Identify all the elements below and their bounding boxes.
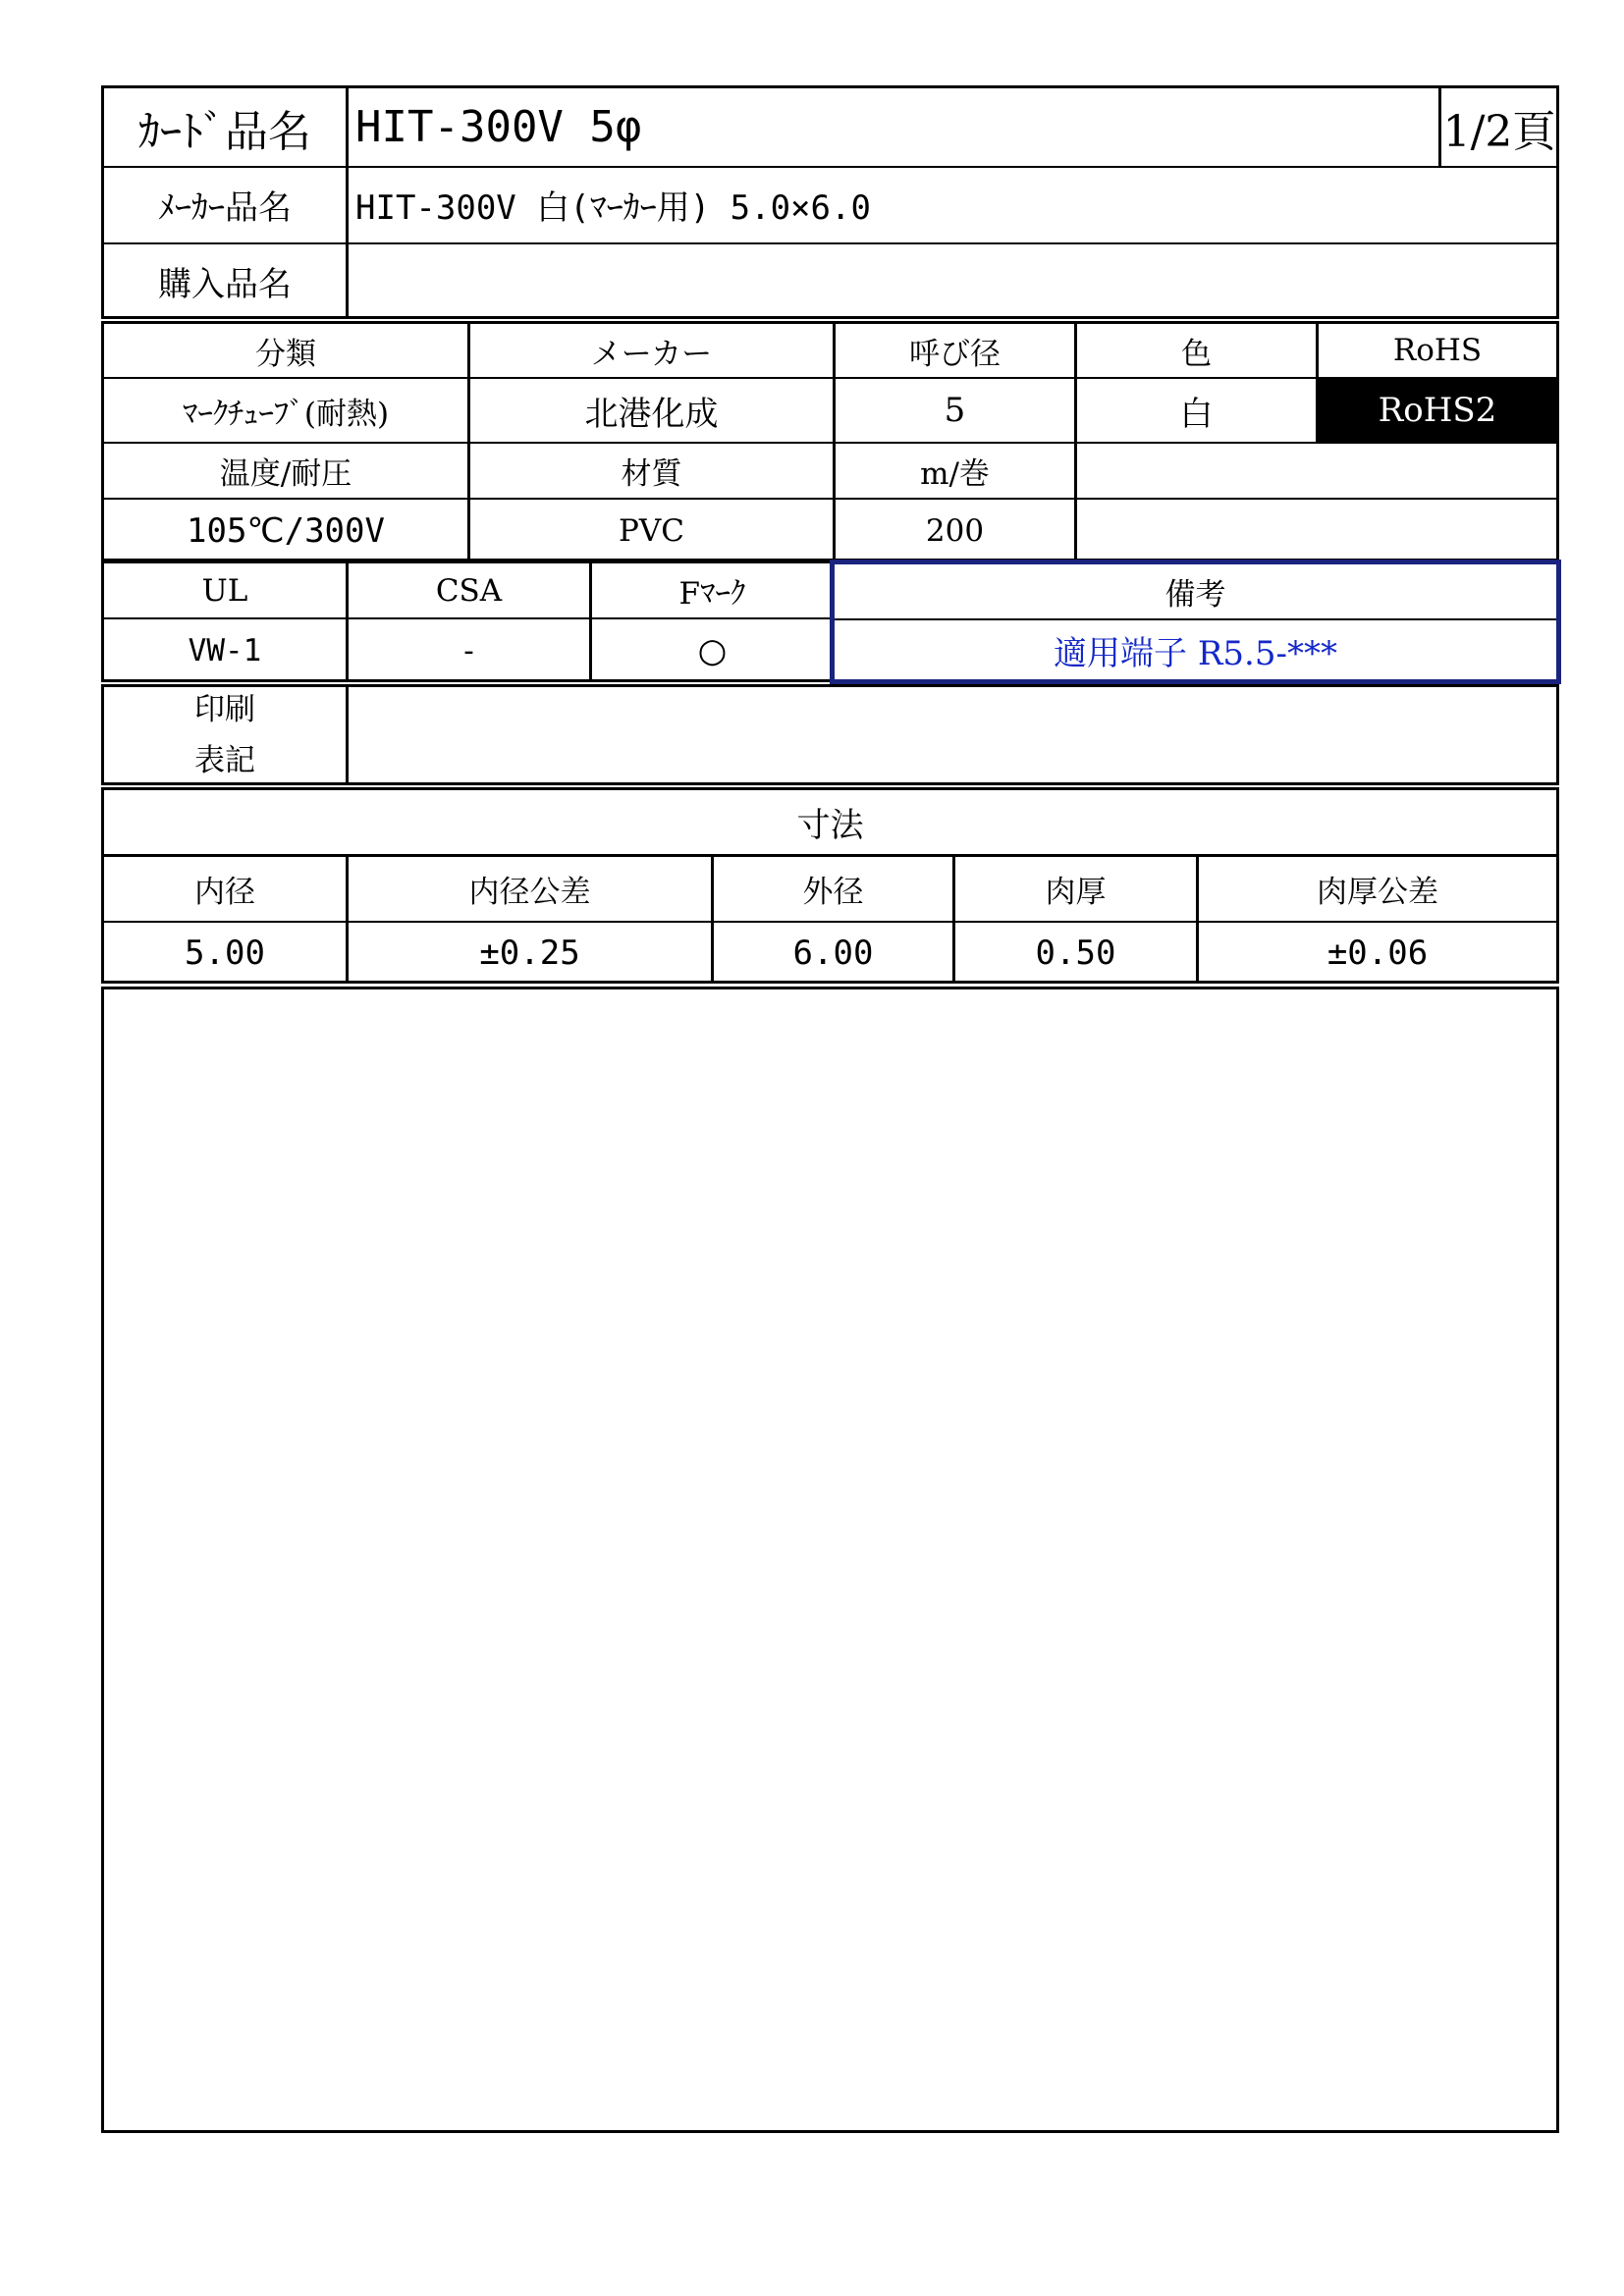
spec-value-per-roll: 200 (925, 512, 985, 549)
spec-value-nominal-diameter: 5 (944, 391, 966, 430)
dim-header-inner-diameter: 内径 (194, 875, 255, 910)
remarks-value: 適用端子 R5.5-*** (1054, 633, 1337, 673)
header-block (101, 85, 1559, 319)
dimensions-block (101, 787, 1559, 984)
maker-name-value: HIT-300V 白(ﾏｰｶｰ用) 5.0×6.0 (355, 188, 871, 228)
dim-value-wall-tolerance: ±0.06 (1326, 934, 1429, 973)
print-label-line1: 印刷 (194, 691, 255, 727)
page-number: 1/2頁 (1442, 106, 1556, 157)
spec-value-temp-voltage: 105℃/300V (187, 510, 385, 551)
print-label (104, 687, 346, 782)
spec-header-temp-voltage: 温度/耐圧 (219, 456, 352, 492)
spec-value-blank (1077, 500, 1556, 561)
dim-value-outer-diameter: 6.00 (792, 934, 874, 973)
spec-value-color: 白 (1179, 394, 1214, 434)
dim-header-inner-tolerance: 内径公差 (468, 875, 591, 910)
purchase-name-value (348, 243, 1555, 318)
dim-header-outer-diameter: 外径 (802, 875, 864, 910)
print-label-line2: 表記 (194, 742, 255, 778)
dim-value-wall-thickness: 0.50 (1035, 934, 1116, 973)
spec-header-blank (1077, 444, 1556, 498)
dimensions-title: 寸法 (796, 806, 864, 845)
spec-value-material: PVC (619, 512, 684, 549)
cert-value-f-mark: ○ (697, 631, 728, 670)
spec-header-rohs: RoHS (1392, 333, 1483, 368)
spec-header-material: 材質 (621, 456, 682, 492)
spec-header-nominal-diameter: 呼び径 (909, 336, 1001, 372)
dim-header-wall-tolerance: 肉厚公差 (1317, 875, 1438, 910)
spec-value-maker: 北港化成 (584, 394, 719, 434)
spec-value-category: ﾏｰｸﾁｭｰﾌﾞ(耐熱) (182, 396, 390, 432)
rohs-badge: RoHS2 (1319, 379, 1556, 442)
cert-header-f-mark: Fﾏｰｸ (678, 576, 746, 612)
dim-header-wall-thickness: 肉厚 (1045, 875, 1107, 910)
cert-value-ul: VW-1 (188, 633, 262, 668)
cert-header-csa: CSA (435, 572, 503, 609)
drawing-area (101, 987, 1559, 2133)
cert-value-csa: - (463, 633, 474, 668)
spec-header-per-roll: m/巻 (920, 456, 990, 492)
card-name-value: HIT-300V 5φ (355, 102, 642, 152)
dim-value-inner-diameter: 5.00 (185, 934, 265, 973)
purchase-name-label: 購入品名 (158, 264, 292, 304)
spec-header-color: 色 (1181, 336, 1212, 372)
remarks-box (830, 560, 1561, 684)
remarks-header: 備考 (1164, 577, 1226, 613)
print-block (101, 684, 1559, 785)
maker-name-label: ﾒｰｶｰ品名 (158, 188, 292, 228)
card-name-label: ｶｰﾄﾞ品名 (138, 106, 311, 157)
spec-header-maker: メーカー (590, 336, 713, 372)
spec-block (101, 321, 1559, 561)
print-value (349, 687, 1556, 782)
cert-header-ul: UL (201, 572, 248, 609)
dim-value-inner-tolerance: ±0.25 (479, 934, 580, 973)
spec-header-category: 分類 (255, 336, 316, 372)
